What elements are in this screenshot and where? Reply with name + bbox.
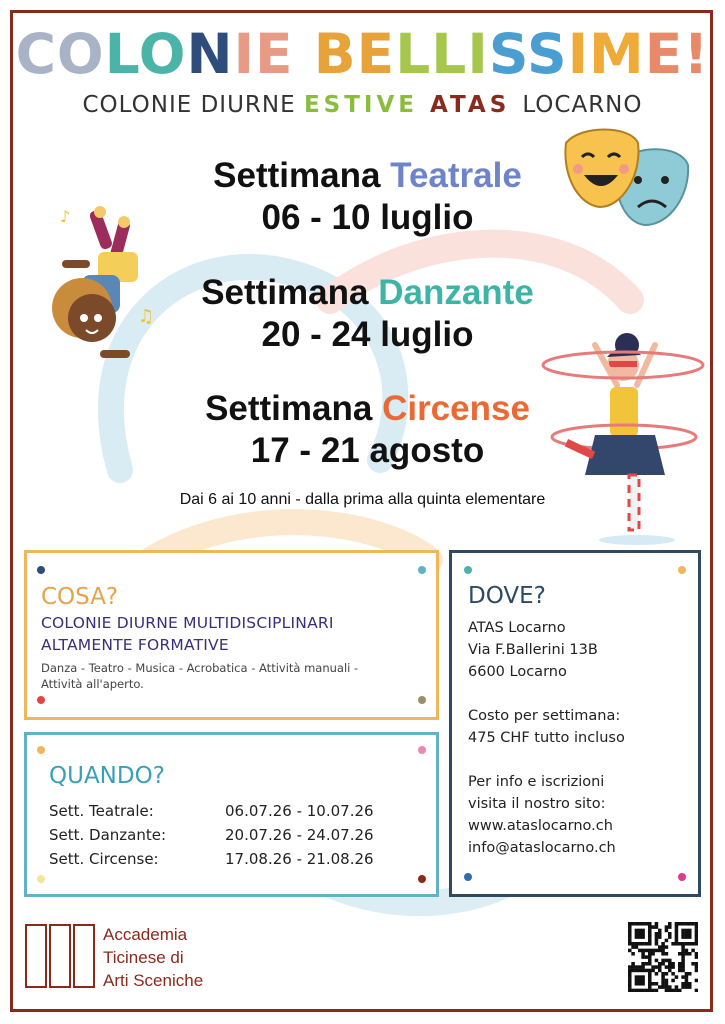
corner-dot [37, 875, 45, 883]
week-label: Settimana [205, 389, 383, 428]
dove-cost-value: 475 CHF tutto incluso [468, 730, 625, 746]
quando-row-dates: 06.07.26 - 10.07.26 [225, 802, 374, 820]
week-theme: Circense [382, 389, 530, 428]
week-theme: Teatrale [390, 156, 522, 195]
subtitle-pre: COLONIE DIURNE [82, 92, 304, 118]
week-teatrale [130, 155, 605, 239]
dove-street: Via F.Ballerini 13B [468, 642, 598, 658]
dove-heading: DOVE? [468, 583, 546, 609]
academy-line-2: Ticinese di [103, 948, 184, 967]
corner-dot [37, 566, 45, 574]
title-part: LLI [395, 22, 489, 86]
dove-info-1: Per info e iscrizioni [468, 774, 605, 790]
subtitle [0, 92, 725, 118]
title-part: SS [488, 22, 568, 86]
academy-line-3: Arti Sceniche [103, 971, 204, 990]
title-part: CO [15, 22, 105, 86]
academy-line-1: Accademia [103, 925, 188, 944]
dove-cost-label: Costo per settimana: [468, 708, 621, 724]
breakdancer-illustration [40, 200, 165, 380]
title-part: N [186, 22, 234, 86]
cosa-box [24, 550, 439, 720]
quando-heading: QUANDO? [49, 763, 165, 789]
music-note: ♪ [60, 207, 71, 226]
subtitle-atas: ATAS [418, 92, 523, 118]
quando-box [24, 732, 439, 897]
corner-dot [464, 566, 472, 574]
quando-row-dates: 17.08.26 - 21.08.26 [225, 850, 374, 868]
title-part: BE [313, 22, 396, 86]
academy-name [103, 923, 203, 992]
quando-row-dates: 20.07.26 - 24.07.26 [225, 826, 374, 844]
corner-dot [464, 873, 472, 881]
cosa-heading: COSA? [41, 584, 119, 610]
dove-info-2: visita il nostro sito: [468, 796, 606, 812]
week-theme: Danzante [378, 273, 534, 312]
corner-dot [37, 696, 45, 704]
title-part: IE [233, 22, 314, 86]
title-part: LO [104, 22, 187, 86]
dove-city: 6600 Locarno [468, 664, 567, 680]
dove-box [449, 550, 701, 897]
week-dates: 17 - 21 agosto [250, 431, 485, 470]
quando-row-label: Sett. Danzante: [49, 826, 167, 844]
academy-logo-icon [25, 924, 97, 988]
week-label: Settimana [201, 273, 379, 312]
music-note: ♫ [138, 306, 155, 327]
main-title [0, 22, 725, 86]
title-part: E! [644, 22, 710, 86]
quando-row-label: Sett. Teatrale: [49, 802, 154, 820]
cosa-activities-1: Danza - Teatro - Musica - Acrobatica - Attività manuali - [41, 661, 359, 675]
week-dates: 20 - 24 luglio [261, 315, 474, 354]
week-label: Settimana [213, 156, 391, 195]
corner-dot [678, 873, 686, 881]
corner-dot [678, 566, 686, 574]
corner-dot [37, 746, 45, 754]
age-tagline: Dai 6 ai 10 anni - dalla prima alla quinta elementare [179, 491, 546, 508]
website-link[interactable]: www.ataslocarno.ch [468, 818, 613, 834]
cosa-subheading-2: ALTAMENTE FORMATIVE [41, 636, 229, 654]
cosa-activities-2: Attività all'aperto. [41, 677, 144, 691]
subtitle-estive: ESTIVE [303, 92, 418, 118]
corner-dot [418, 746, 426, 754]
theater-masks-illustration [560, 125, 695, 235]
corner-dot [418, 875, 426, 883]
email-link[interactable]: info@ataslocarno.ch [468, 840, 616, 856]
corner-dot [418, 566, 426, 574]
subtitle-post: LOCARNO [522, 92, 643, 118]
quando-row-label: Sett. Circense: [49, 850, 159, 868]
qr-code-icon[interactable] [628, 922, 698, 992]
hula-hoop-girl-illustration [525, 325, 710, 550]
dove-name: ATAS Locarno [468, 620, 566, 636]
title-part: IM [567, 22, 645, 86]
corner-dot [418, 696, 426, 704]
week-dates: 06 - 10 luglio [261, 198, 474, 237]
cosa-subheading-1: COLONIE DIURNE MULTIDISCIPLINARI [41, 614, 334, 632]
